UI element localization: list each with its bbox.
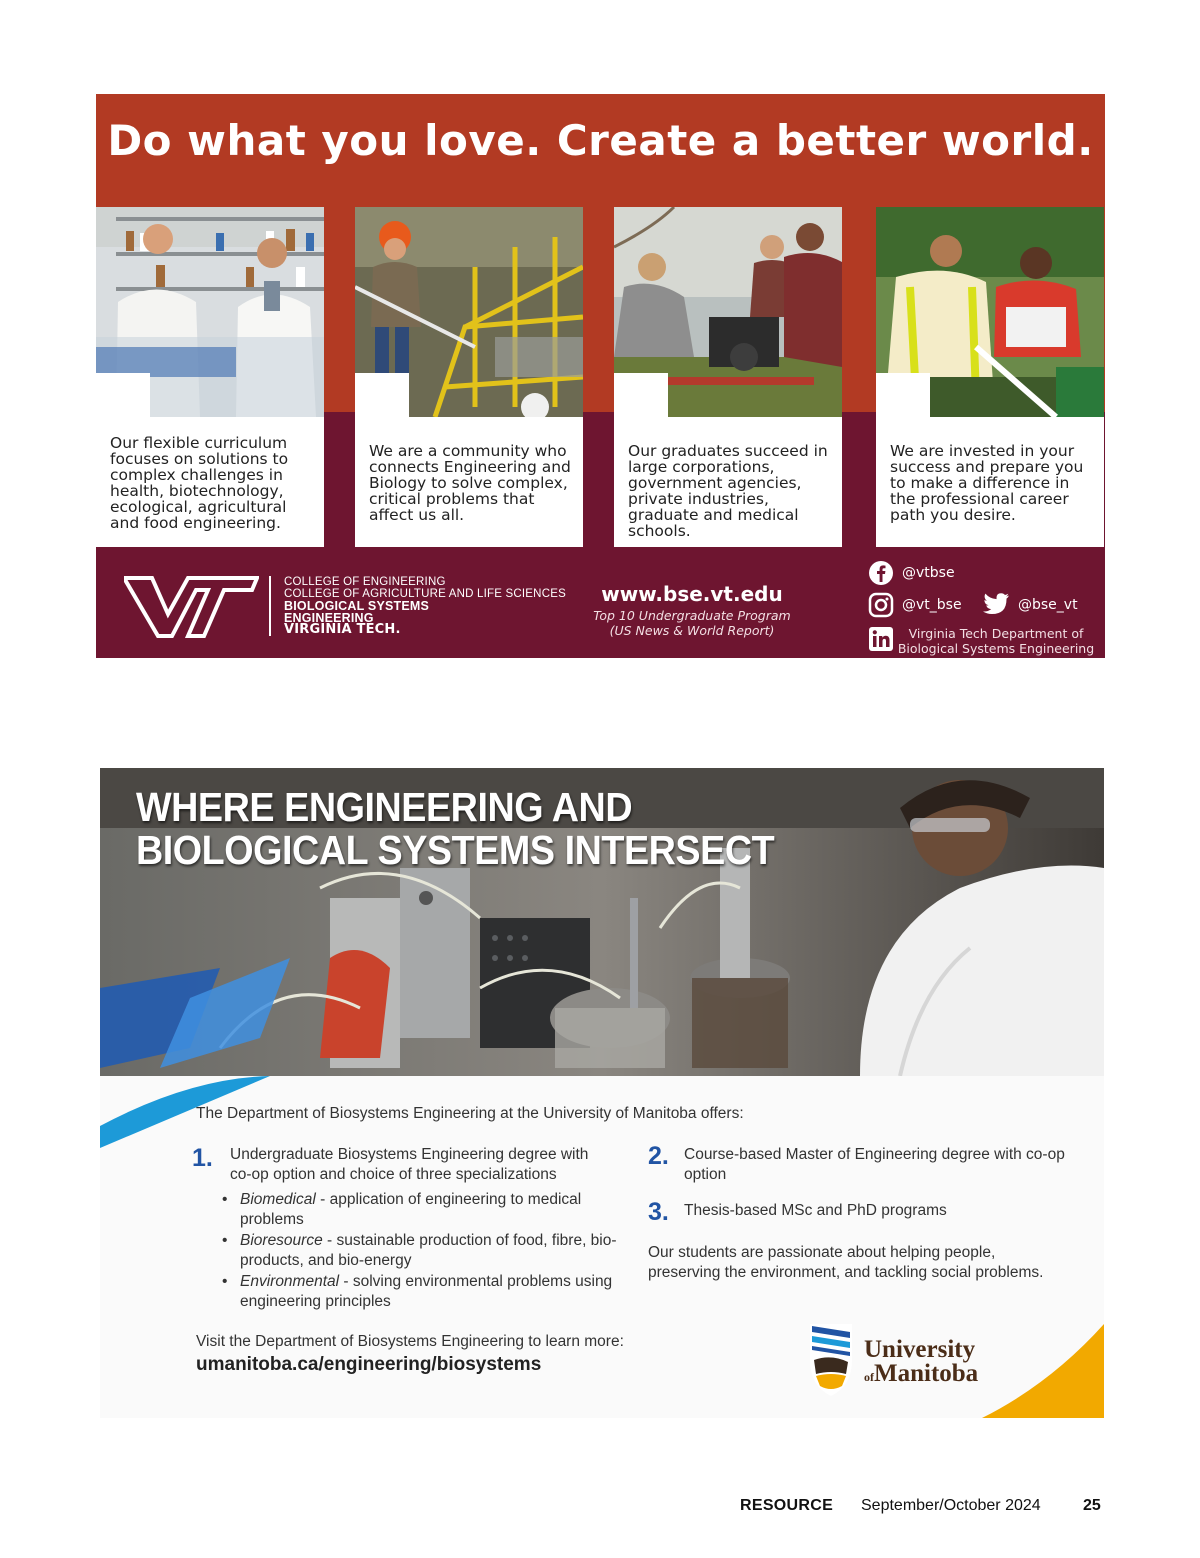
page-number: 25 <box>1083 1497 1101 1514</box>
virginia-tech-logo <box>124 574 259 638</box>
linkedin-icon <box>868 626 894 652</box>
photo-corner-cutout <box>876 373 930 417</box>
specialization-desc: - application of engineering to medical problems <box>240 1191 582 1228</box>
vt-column-3 <box>614 207 842 547</box>
vt-column-2-text: We are a community who connects Engineering and Biology to solve complex, critical problems that affect us all. <box>369 442 571 524</box>
issue-date: September/October 2024 <box>861 1497 1041 1514</box>
gold-corner-graphic <box>980 1324 1104 1418</box>
blue-swoosh-graphic <box>100 1038 400 1148</box>
vt-headline: Do what you love. Create a better world. <box>107 116 1094 165</box>
umanitoba-website-link[interactable]: umanitoba.ca/engineering/biosystems <box>196 1354 542 1375</box>
instagram-handle-text: @vt_bse <box>902 597 962 613</box>
umanitoba-wordmark <box>864 1338 978 1389</box>
wordmark-manitoba: Manitoba <box>874 1360 979 1387</box>
headline-line-1: WHERE ENGINEERING AND <box>136 784 633 830</box>
umanitoba-headline <box>136 786 774 872</box>
instagram-icon <box>868 592 894 618</box>
list-item <box>220 1190 620 1230</box>
wordmark-university: University <box>864 1336 976 1363</box>
umanitoba-crest-icon <box>806 1320 856 1398</box>
photo-corner-cutout <box>96 373 150 417</box>
college-block <box>284 576 566 636</box>
specialization-desc: - sustainable production of food, fibre, bio-products, and bio-energy <box>240 1232 617 1269</box>
list-item <box>220 1231 620 1271</box>
ranking-line: Top 10 Undergraduate Program <box>593 608 791 623</box>
linkedin-line: Virginia Tech Department of <box>908 626 1084 641</box>
visit-prompt: Visit the Department of Biosystems Engineering to learn more: <box>196 1333 624 1350</box>
department-line: ENGINEERING <box>284 611 374 625</box>
item-number-1: 1. <box>192 1144 213 1172</box>
linkedin-line: Biological Systems Engineering <box>897 641 1095 656</box>
bioreactor-lab-photo <box>100 768 1104 1076</box>
instagram-handle[interactable] <box>868 592 962 618</box>
magazine-name: RESOURCE <box>740 1497 834 1514</box>
facebook-handle-text: @vtbse <box>902 565 955 581</box>
item-number-2: 2. <box>648 1142 669 1170</box>
logo-divider <box>269 576 271 636</box>
university-line: VIRGINIA TECH. <box>284 622 401 637</box>
ranking-source: (US News & World Report) <box>609 623 775 638</box>
vt-advertisement <box>96 94 1105 658</box>
college-line: COLLEGE OF AGRICULTURE AND LIFE SCIENCES <box>284 588 566 600</box>
wordmark-of: of <box>864 1370 874 1384</box>
twitter-handle-text: @bse_vt <box>1018 597 1078 613</box>
twitter-icon <box>980 592 1010 618</box>
specialization-name: Biomedical <box>240 1191 316 1208</box>
undergraduate-program: Undergraduate Biosystems Engineering degree with co-op option and choice of three specializations <box>230 1146 589 1183</box>
facebook-handle[interactable] <box>868 560 955 586</box>
specialization-desc: - solving environmental problems using engineering principles <box>240 1273 613 1310</box>
linkedin-page-name <box>896 626 1096 656</box>
item-number-3: 3. <box>648 1198 669 1226</box>
twitter-handle[interactable] <box>980 592 1078 618</box>
specialization-name: Environmental <box>240 1273 340 1290</box>
vt-column-1-text: Our flexible curriculum focuses on solutions to complex challenges in health, biotechnology, ecological, agricultural and food engineering. <box>110 434 289 532</box>
vt-column-1 <box>96 207 324 547</box>
specialization-name: Bioresource <box>240 1232 323 1249</box>
list-item <box>220 1272 620 1312</box>
photo-corner-cutout <box>614 373 668 417</box>
ranking-note <box>562 608 822 638</box>
facebook-icon <box>868 560 894 586</box>
graduate-programs: Thesis-based MSc and PhD programs <box>684 1202 947 1219</box>
students-statement: Our students are passionate about helping people, preserving the environment, and tackling social problems. <box>648 1244 1044 1281</box>
program-intro: The Department of Biosystems Engineering at the University of Manitoba offers: <box>196 1105 744 1122</box>
headline-line-2: BIOLOGICAL SYSTEMS INTERSECT <box>136 827 775 873</box>
vt-column-2 <box>355 207 583 547</box>
masters-program: Course-based Master of Engineering degree with co-op option <box>684 1146 1065 1183</box>
college-line: COLLEGE OF ENGINEERING <box>284 576 446 588</box>
photo-corner-cutout <box>355 373 409 417</box>
vt-column-4-text: We are invested in your success and prepare you to make a difference in the professional career path you desire. <box>890 442 1084 524</box>
vt-column-3-text: Our graduates succeed in large corporations, government agencies, private industries, graduate and medical schools. <box>628 442 828 540</box>
vt-column-4 <box>876 207 1104 547</box>
vt-website-link[interactable]: www.bse.vt.edu <box>601 582 783 606</box>
department-line: BIOLOGICAL SYSTEMS <box>284 599 430 613</box>
umanitoba-advertisement <box>100 768 1104 1418</box>
specializations-list <box>220 1190 620 1313</box>
